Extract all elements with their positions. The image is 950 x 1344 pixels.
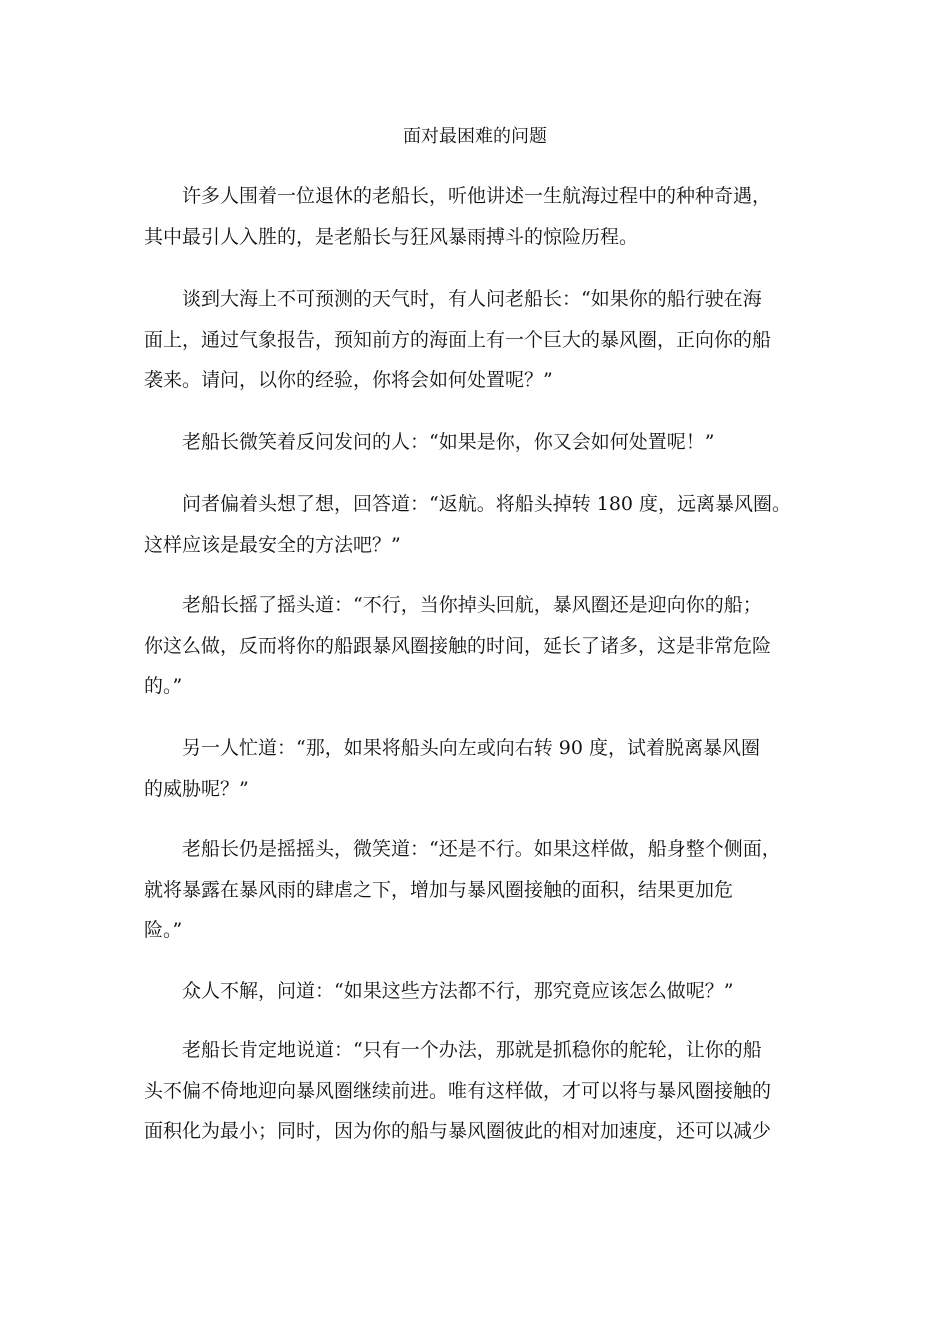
paragraph-line: 老船长肯定地说道：“只有一个办法，那就是抓稳你的舵轮，让你的船 xyxy=(182,1039,762,1061)
paragraph-line: 你这么做，反而将你的船跟暴风圈接触的时间，延长了诸多，这是非常危险 xyxy=(144,634,772,657)
paragraph-line: 袭来。请问，以你的经验，你将会如何处置呢？” xyxy=(144,369,553,391)
paragraph-line: 另一人忙道：“那，如果将船头向左或向右转 90 度，试着脱离暴风圈 xyxy=(182,737,760,759)
paragraph-line: 的威胁呢？” xyxy=(144,777,249,800)
paragraph-line: 老船长仍是摇摇头，微笑道：“还是不行。如果这样做，船身整个侧面， xyxy=(182,838,781,860)
paragraph xyxy=(144,585,794,707)
paragraph xyxy=(144,279,794,401)
paragraph xyxy=(144,728,794,809)
paragraph xyxy=(144,1030,794,1152)
paragraph xyxy=(144,176,794,257)
paragraph-line: 面积化为最小；同时，因为你的船与暴风圈彼此的相对加速度，还可以减少 xyxy=(144,1120,772,1142)
document-title: 面对最困难的问题 xyxy=(403,126,547,147)
paragraph-line: 谈到大海上不可预测的天气时，有人问老船长：“如果你的船行驶在海 xyxy=(182,288,762,310)
paragraph-line: 的。” xyxy=(144,675,183,697)
paragraph-line: 老船长摇了摇头道：“不行，当你掉头回航，暴风圈还是迎向你的船； xyxy=(182,594,762,616)
paragraph-line: 其中最引人入胜的，是老船长与狂风暴雨搏斗的惊险历程。 xyxy=(144,225,639,248)
paragraph-line: 就将暴露在暴风雨的肆虐之下，增加与暴风圈接触的面积，结果更加危 xyxy=(144,878,734,901)
paragraph-line: 险。” xyxy=(144,919,183,941)
paragraph-line: 许多人围着一位退休的老船长，听他讲述一生航海过程中的种种奇遇， xyxy=(182,185,772,207)
paragraph xyxy=(144,829,794,951)
paragraph-line: 头不偏不倚地迎向暴风圈继续前进。唯有这样做，才可以将与暴风圈接触的 xyxy=(144,1079,772,1102)
paragraph xyxy=(144,484,794,565)
paragraph-line: 问者偏着头想了想，回答道：“返航。将船头掉转 180 度，远离暴风圈。 xyxy=(182,493,792,515)
paragraph xyxy=(144,971,794,1012)
paragraph-line: 面上，通过气象报告，预知前方的海面上有一个巨大的暴风圈，正向你的船 xyxy=(144,328,772,351)
paragraph-line: 这样应该是最安全的方法吧？” xyxy=(144,533,401,556)
paragraph xyxy=(144,422,794,463)
paragraph-line: 众人不解，问道：“如果这些方法都不行，那究竟应该怎么做呢？” xyxy=(182,980,734,1002)
paragraph-line: 老船长微笑着反问发问的人：“如果是你，你又会如何处置呢！” xyxy=(182,431,715,453)
